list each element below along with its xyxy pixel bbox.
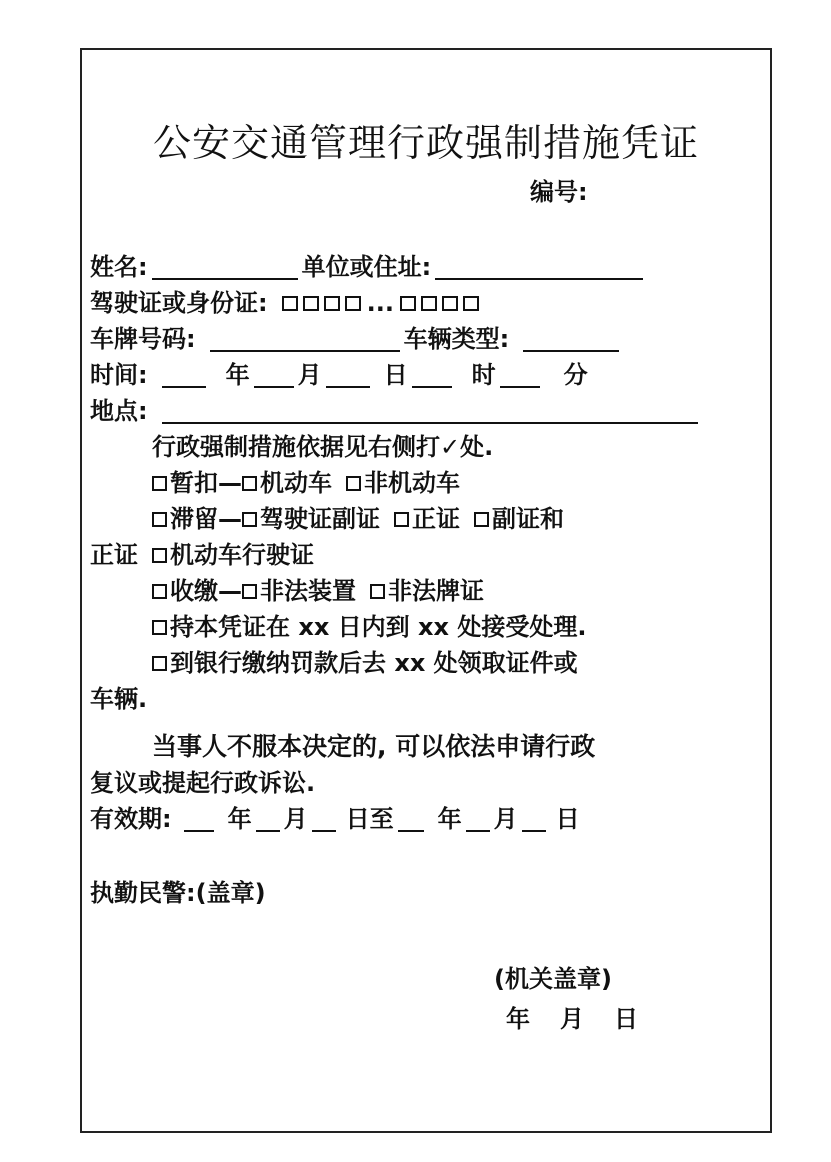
- retain-main-license-label: 正证: [412, 505, 460, 533]
- valid-to-month-label: 月: [493, 805, 518, 833]
- hour-label: 时: [471, 361, 496, 389]
- digit-box[interactable]: [463, 296, 479, 311]
- digit-box[interactable]: [303, 296, 319, 311]
- retain-both-licenses-checkbox[interactable]: [474, 512, 489, 527]
- day-label: 日: [383, 361, 408, 389]
- digit-box[interactable]: [324, 296, 340, 311]
- year-label: 年: [225, 361, 250, 389]
- valid-to-day-field[interactable]: [522, 806, 546, 832]
- confiscate-illegal-plate-label: 非法牌证: [388, 577, 484, 605]
- digit-box[interactable]: [282, 296, 298, 311]
- retain-row: [152, 502, 760, 536]
- retain-main-license-checkbox[interactable]: [394, 512, 409, 527]
- fine-row: [152, 646, 760, 680]
- retain-row-cont: [90, 538, 760, 572]
- confiscate-illegal-device-label: 非法装置: [260, 577, 356, 605]
- retain-label: 滞留—: [170, 505, 242, 533]
- valid-to-day-label: 日: [555, 805, 580, 833]
- license-number-boxes-end[interactable]: [400, 296, 479, 311]
- detain-row: [152, 466, 760, 500]
- detain-motor-vehicle-checkbox[interactable]: [242, 476, 257, 491]
- valid-from-day-label: 日: [345, 805, 370, 833]
- name-label: 姓名:: [90, 253, 148, 281]
- detain-checkbox[interactable]: [152, 476, 167, 491]
- process-row: [152, 610, 760, 644]
- retain-copy-license-checkbox[interactable]: [242, 512, 257, 527]
- unit-field[interactable]: [435, 254, 643, 280]
- name-row: [90, 250, 760, 284]
- plate-field[interactable]: [210, 326, 400, 352]
- digit-box[interactable]: [345, 296, 361, 311]
- fine-text-cont: 车辆.: [90, 685, 148, 713]
- digit-box[interactable]: [400, 296, 416, 311]
- process-checkbox[interactable]: [152, 620, 167, 635]
- license-ellipsis: ...: [366, 289, 394, 317]
- year-field[interactable]: [162, 362, 206, 388]
- appeal-text: 当事人不服本决定的, 可以依法申请行政: [152, 732, 596, 761]
- serial-number-label: 编号:: [530, 178, 588, 206]
- digit-box[interactable]: [442, 296, 458, 311]
- confiscate-illegal-device-checkbox[interactable]: [242, 584, 257, 599]
- detain-motor-vehicle-label: 机动车: [260, 469, 332, 497]
- valid-to-year-field[interactable]: [398, 806, 424, 832]
- agency-seal-label: (机关盖章): [494, 965, 612, 993]
- unit-label: 单位或住址:: [301, 253, 432, 281]
- valid-from-month-field[interactable]: [256, 806, 280, 832]
- hour-field[interactable]: [412, 362, 452, 388]
- issue-day-label: 日: [614, 1005, 638, 1033]
- confiscate-row: [152, 574, 760, 608]
- month-label: 月: [297, 361, 322, 389]
- fine-checkbox[interactable]: [152, 656, 167, 671]
- issue-month-label: 月: [560, 1005, 584, 1033]
- vehicle-type-field[interactable]: [523, 326, 619, 352]
- detain-non-motor-vehicle-checkbox[interactable]: [346, 476, 361, 491]
- confiscate-illegal-plate-checkbox[interactable]: [370, 584, 385, 599]
- license-row: [90, 286, 760, 320]
- plate-label: 车牌号码:: [90, 325, 196, 353]
- valid-to-month-field[interactable]: [466, 806, 490, 832]
- time-label: 时间:: [90, 361, 148, 389]
- valid-to-year-label: 年: [437, 805, 462, 833]
- confiscate-label: 收缴—: [170, 577, 242, 605]
- valid-from-year-field[interactable]: [184, 806, 214, 832]
- issue-year-label: 年: [506, 1005, 530, 1033]
- voucher-form: [80, 48, 772, 1133]
- month-field[interactable]: [254, 362, 294, 388]
- validity-label: 有效期:: [90, 805, 172, 833]
- time-row: [90, 358, 760, 392]
- detain-non-motor-vehicle-label: 非机动车: [364, 469, 460, 497]
- appeal-text-cont: 复议或提起行政诉讼.: [90, 769, 316, 797]
- retain-vehicle-license-label: 机动车行驶证: [170, 541, 314, 569]
- day-field[interactable]: [326, 362, 370, 388]
- fine-text: 到银行缴纳罚款后去 xx 处领取证件或: [170, 649, 578, 677]
- validity-to-label: 至: [369, 805, 394, 833]
- license-label: 驾驶证或身份证:: [90, 289, 268, 317]
- digit-box[interactable]: [421, 296, 437, 311]
- valid-from-year-label: 年: [227, 805, 252, 833]
- process-text: 持本凭证在 xx 日内到 xx 处接受处理.: [170, 613, 587, 641]
- form-title: 公安交通管理行政强制措施凭证: [152, 121, 699, 165]
- license-number-boxes-start[interactable]: [282, 296, 361, 311]
- vehicle-type-label: 车辆类型:: [403, 325, 510, 353]
- place-field[interactable]: [162, 398, 698, 424]
- retain-copy-license-label: 驾驶证副证: [260, 505, 380, 533]
- officer-label: 执勤民警:: [90, 879, 196, 907]
- name-field[interactable]: [152, 254, 298, 280]
- basis-line: 行政强制措施依据见右侧打✓处.: [152, 433, 494, 461]
- officer-row: [90, 876, 760, 910]
- valid-from-day-field[interactable]: [312, 806, 336, 832]
- officer-seal-label: (盖章): [195, 879, 266, 907]
- retain-both-licenses-label: 副证和: [492, 505, 564, 533]
- minute-field[interactable]: [500, 362, 540, 388]
- valid-from-month-label: 月: [283, 805, 308, 833]
- detain-label: 暂扣—: [170, 469, 242, 497]
- validity-row: [90, 802, 760, 836]
- retain-checkbox[interactable]: [152, 512, 167, 527]
- plate-row: [90, 322, 760, 356]
- place-row: [90, 394, 760, 428]
- retain-vehicle-license-checkbox[interactable]: [152, 548, 167, 563]
- retain-both-licenses-label-cont: 正证: [90, 541, 138, 569]
- place-label: 地点:: [90, 397, 148, 425]
- confiscate-checkbox[interactable]: [152, 584, 167, 599]
- minute-label: 分: [563, 361, 588, 389]
- issue-date-row: [506, 1002, 638, 1036]
